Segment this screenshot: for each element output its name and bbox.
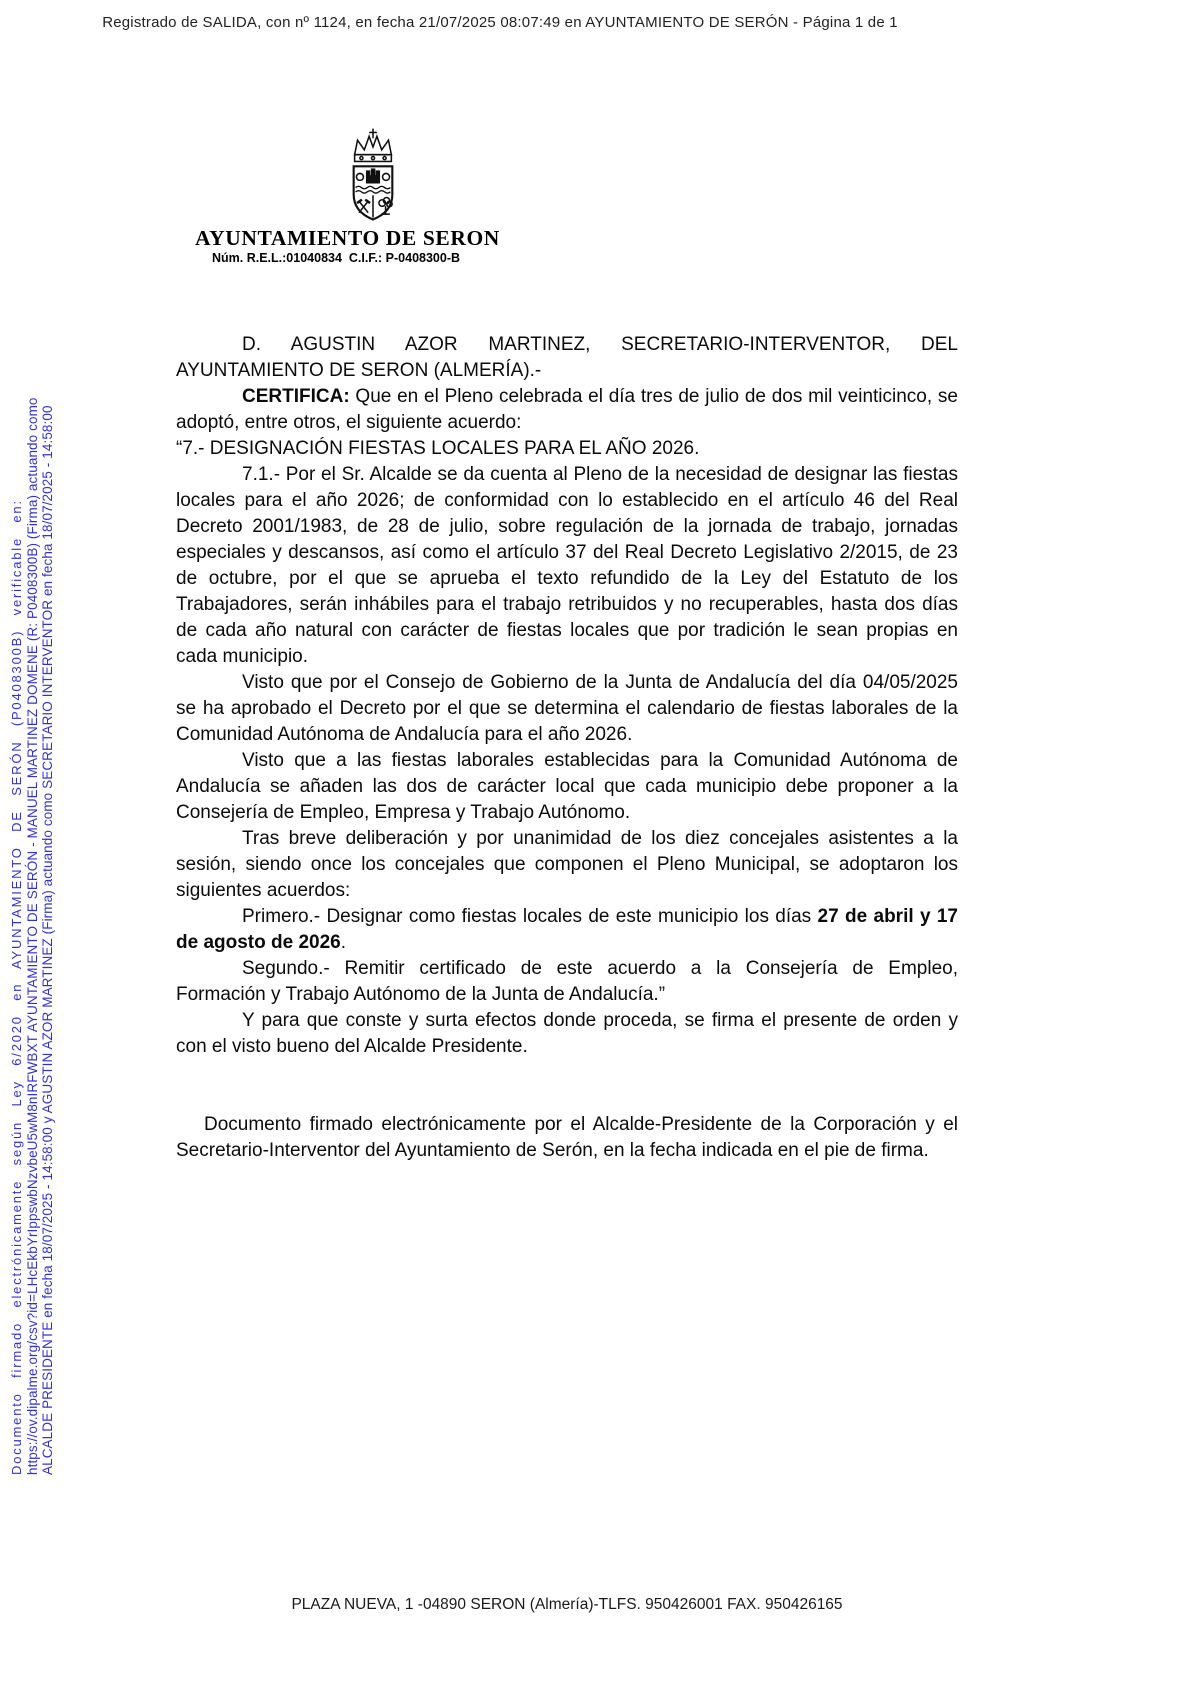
body-paragraph [176, 748, 958, 826]
registration-header: Registrado de SALIDA, con nº 1124, en fecha 21/07/2025 08:07:49 en AYUNTAMIENTO DE SERÓN - Página 1 de 1 [102, 14, 898, 31]
body-paragraph [176, 670, 958, 748]
text-segment: Y para que conste y surta efectos donde proceda, se firma el presente de orden y con el visto bueno del Alcalde Presidente. [176, 1010, 958, 1057]
text-segment: Tras breve deliberación y por unanimidad de los diez concejales asistentes a la sesión, siendo once los concejales que componen el Pleno Municipal, se adoptaron los siguientes acuerdos: [176, 828, 958, 901]
text-segment: Visto que por el Consejo de Gobierno de la Junta de Andalucía del día 04/05/2025 se ha aprobado el Decreto por el que se determina el calendario de fiestas laborales de la Comunidad Autónoma de Andalucía para el año 2026. [176, 672, 958, 745]
bold-text-segment: 27 de abril y 17 de agosto de 2026 [176, 906, 959, 953]
body-paragraph [176, 956, 958, 1008]
text-segment: Segundo.- Remitir certificado de este acuerdo a la Consejería de Empleo, Formación y Trabajo Autónomo de la Junta de Andalucía.” [176, 958, 958, 1005]
signature-sidebar [9, 207, 56, 1475]
body-paragraph [176, 436, 958, 462]
text-segment: 7.1.- Por el Sr. Alcalde se da cuenta al Pleno de la necesidad de designar las fiestas locales para el año 2026; de conformidad con lo establecido en el artículo 46 del Real Decreto 2001/1983, de 28 de julio, sobre regulación de la jornada de trabajo, jornadas especiales y descansos, así como el artículo 37 del Real Decreto Legislativo 2/2015, de 23 de octubre, por el que se aprueba el texto refundido de la Ley del Estatuto de los Trabajadores, serán inhábiles para el trabajo retribuidos y no recuperables, hasta dos días de cada año natural con carácter de fiestas locales que por tradición le sean propias en cada municipio. [176, 464, 958, 667]
sidebar-verification-url-line: https://ov.dipalme.org/csv?id=LHcEkbYrIppswbNzvbeU5wM8nIRFWBXT AYUNTAMIENTO DE SERÓN - MANUEL MARTINEZ DOMENE (R: P0408300B) (Firma) actuando como [24, 397, 40, 1475]
text-segment: Visto que a las fiestas laborales establecidas para la Comunidad Autónoma de Andalucía se añaden las dos de carácter local que cada municipio debe proponer a la Consejería de Empleo, Empresa y Trabajo Autónomo. [176, 750, 958, 823]
body-paragraph [176, 904, 958, 956]
text-segment: Que en el Pleno celebrada el día tres de julio de dos mil veinticinco, se adoptó, entre otros, el siguiente acuerdo: [176, 386, 958, 433]
sidebar-signers-line: ALCALDE PRESIDENTE en fecha 18/07/2025 - 14:58:00 y AGUSTIN AZOR MARTINEZ (Firma) actuando como SECRETARIO INTERVENTOR en fecha 18/07/2025 - 14:58:00 [40, 405, 55, 1475]
text-segment: Primero.- Designar como fiestas locales de este municipio los días [242, 906, 818, 927]
bold-text-segment: CERTIFICA: [242, 386, 350, 407]
sidebar-verification-line: Documento firmado electrónicamente según Ley 6/2020 en AYUNTAMIENTO DE SERÓN (P0408300B) verificable en: [9, 499, 24, 1475]
body-paragraph [176, 462, 958, 670]
body-paragraph [176, 384, 958, 436]
document-body [176, 332, 958, 1164]
text-segment: D. AGUSTIN AZOR MARTINEZ, SECRETARIO-INTERVENTOR, DEL AYUNTAMIENTO DE SERON (ALMERÍA).- [176, 334, 958, 381]
address-footer: PLAZA NUEVA, 1 -04890 SERON (Almería)-TLFS. 950426001 FAX. 950426165 [291, 1596, 843, 1613]
coat-of-arms-icon [344, 126, 402, 224]
body-paragraph [176, 1112, 958, 1164]
municipality-name: AYUNTAMIENTO DE SERON [195, 226, 500, 250]
text-segment: “7.- DESIGNACIÓN FIESTAS LOCALES PARA EL AÑO 2026. [176, 438, 700, 459]
body-paragraph [176, 1008, 958, 1060]
registry-id-line: Núm. R.E.L.:01040834 C.I.F.: P-0408300-B [212, 251, 461, 265]
body-paragraph [176, 826, 958, 904]
text-segment: . [340, 932, 347, 953]
text-segment: Documento firmado electrónicamente por el Alcalde-Presidente de la Corporación y el Secretario-Interventor del Ayuntamiento de Serón, en la fecha indicada en el pie de firma. [176, 1114, 958, 1161]
body-paragraph [176, 332, 958, 384]
